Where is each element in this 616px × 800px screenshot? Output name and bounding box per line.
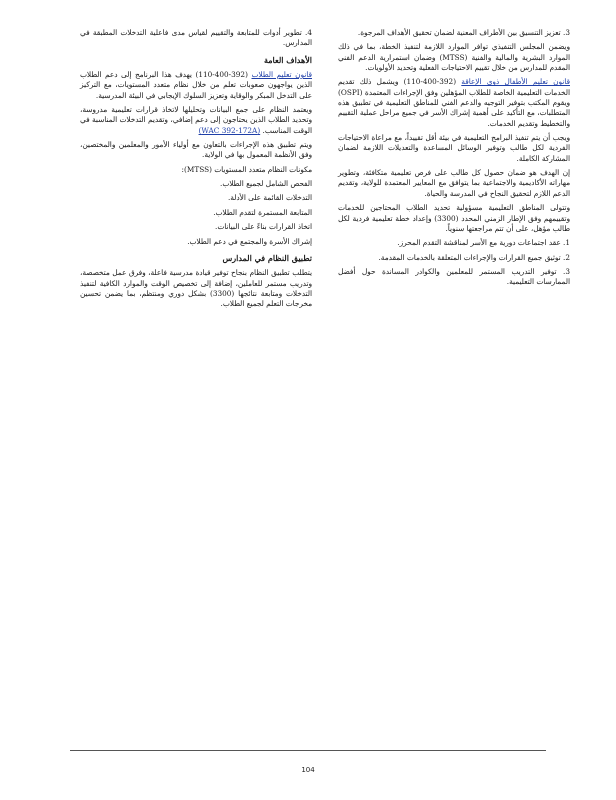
paragraph-text: ويعتمد النظام على جمع البيانات وتحليلها لاتخاذ قرارات تعليمية مدروسة، وتحديد الطلاب الذين يحتاجون إلى دعم إضافي، وتقديم التدخلات المناسبة في الوقت المناسب.	[80, 105, 312, 135]
bullet-item: إشراك الأسرة والمجتمع في دعم الطلاب.	[187, 236, 312, 246]
bullet-item: الفحص الشامل لجميع الطلاب.	[220, 179, 312, 189]
bullet-item: المتابعة المستمرة لتقدم الطلاب.	[213, 207, 312, 217]
paragraph: ويتم تطبيق هذه الإجراءات بالتعاون مع أولياء الأمور والمعلمين والمختصين، وفق الأنظمة المعمول بها في الولاية.	[80, 140, 312, 160]
list-item-4: 4. تطوير أدوات للمتابعة والتقييم لقياس مدى فاعلية التدخلات المطبقة في المدارس.	[80, 28, 312, 48]
law-link[interactable]: قانون تعليم الطلاب	[251, 70, 312, 80]
bullet-item: اتخاذ القرارات بناءً على البيانات.	[215, 222, 312, 232]
list-item-3: 3. تعزيز التنسيق بين الأطراف المعنية لضمان تحقيق الأهداف المرجوة.	[357, 28, 570, 37]
paragraph: ويجب أن يتم تنفيذ البرامج التعليمية في بيئة أقل تقييداً، مع مراعاة الاحتياجات الفردية لكل طالب وتوفير الوسائل المساعدة والتعديلات اللازمة لضمان المشاركة الكاملة.	[338, 133, 570, 163]
footer-rule	[70, 750, 546, 751]
right-column	[338, 28, 570, 292]
left-column	[80, 28, 312, 314]
list-item: 1. عقد اجتماعات دورية مع الأسر لمناقشة التقدم المحرز.	[397, 238, 570, 248]
code-link[interactable]: (WAC 392-172A)	[198, 125, 261, 135]
list-item: 3. توفير التدريب المستمر للمعلمين والكوادر المساندة حول أفضل الممارسات التعليمية.	[338, 266, 570, 287]
page-number: 104	[301, 766, 315, 774]
section-heading: تطبيق النظام في المدارس	[222, 252, 312, 263]
paragraph-with-link	[80, 70, 312, 101]
paragraph-text: (392-400-110) يهدف هذا البرنامج إلى دعم الطلاب الذين يواجهون صعوبات تعلم من خلال نظام متعدد المستويات، مع التركيز على التدخل المبكر والوقاية وتعزيز السلوك الإيجابي في البيئة المدرسية.	[80, 70, 312, 100]
paragraph: ويضمن المجلس التنفيذي توافر الموارد اللازمة لتنفيذ الخطة، بما في ذلك الموارد البشرية والمالية والفنية (MTSS) وضمان استمرارية الدعم الفني المقدم للمدارس من خلال تقييم الاحتياجات الفعلية وتحديد الأولويات.	[338, 42, 570, 73]
bullet-item: التدخلات القائمة على الأدلة.	[227, 193, 312, 203]
paragraph-text: (392-400-110) ويشمل ذلك تقديم الخدمات التعليمية الخاصة للطلاب المؤهلين وفق الإجراءات المعتمدة (OSPI) ويقوم المكتب بتوفير التوجيه والدعم الفني للمناطق التعليمية في تطبيق هذه المتطلبات، مع التأكيد على أهمية إشراك الأسر في جميع مراحل عملية التقييم والتخطيط وتقديم الخدمات.	[338, 77, 570, 128]
paragraph-with-link	[80, 105, 312, 136]
section-heading: الأهداف العامة	[263, 54, 312, 65]
list-item: 2. توثيق جميع القرارات والإجراءات المتعلقة بالخدمات المقدمة.	[378, 252, 570, 262]
paragraph-with-link	[338, 77, 570, 129]
paragraph: إن الهدف هو ضمان حصول كل طالب على فرص تعليمية متكافئة، وتطوير مهاراته الأكاديمية والاجتماعية بما يتوافق مع المعايير المعتمدة للولاية، وتقديم الدعم اللازم لتحقيق النجاح في المدرسة والحياة.	[338, 168, 570, 198]
paragraph: يتطلب تطبيق النظام بنجاح توفير قيادة مدرسية فاعلة، وفرق عمل متخصصة، وتدريب مستمر للعاملين، إضافة إلى تخصيص الوقت والموارد الكافية لتنفيذ التدخلات ومتابعة نتائجها (3300) بشكل دوري ومنتظم، بما يضمن تحسين مخرجات التعلم لجميع الطلاب.	[80, 268, 312, 309]
paragraph: وتتولى المناطق التعليمية مسؤولية تحديد الطلاب المحتاجين للخدمات وتقييمهم وفق الإطار الزمني المحدد (3300) وإعداد خطة تعليمية فردية لكل طالب مؤهل، على أن تتم مراجعتها سنوياً.	[338, 203, 570, 233]
mtss-title: مكونات النظام متعدد المستويات (MTSS):	[181, 164, 312, 174]
law-link[interactable]: قانون تعليم الأطفال ذوي الإعاقة	[461, 77, 570, 87]
